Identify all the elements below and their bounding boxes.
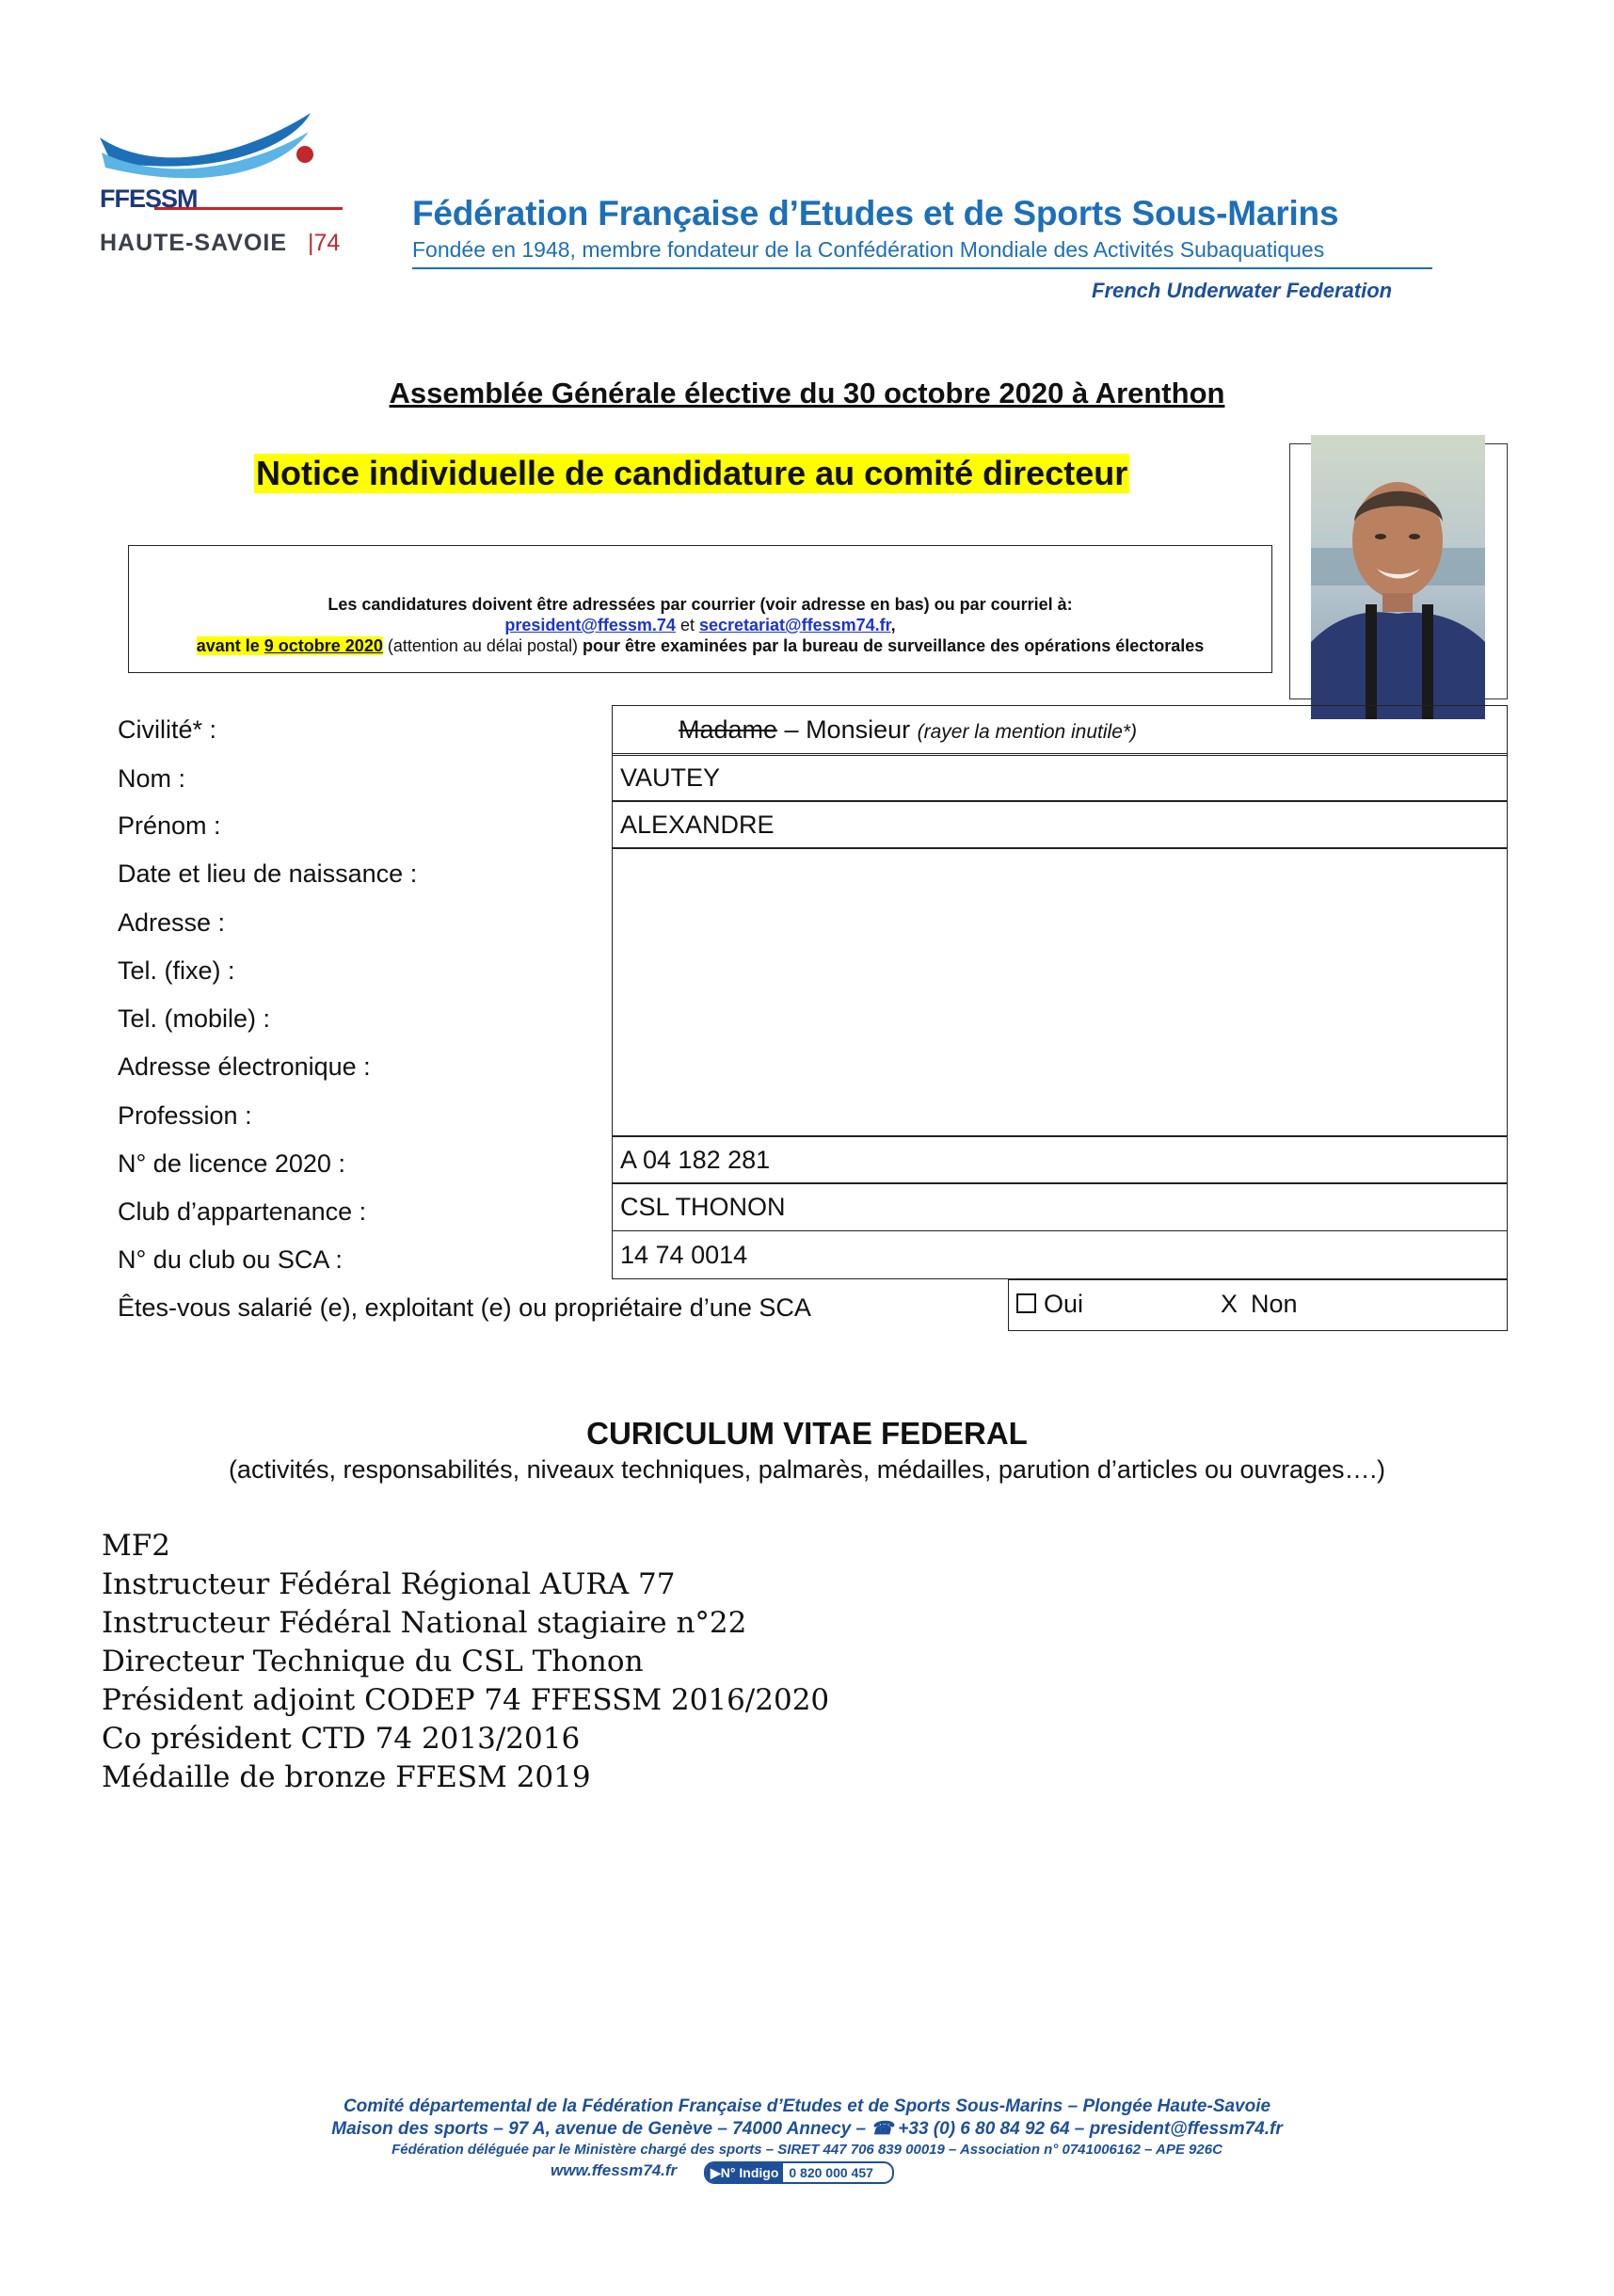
civility-madame: Madame [679,715,778,744]
notice-emails [129,616,1271,635]
cv-item: Président adjoint CODEP 74 FFESSM 2016/2020 [102,1683,830,1717]
non-label: Non [1251,1290,1298,1318]
oui-label: Oui [1044,1290,1084,1318]
logo-region: HAUTE-SAVOIE [100,230,288,256]
footer-address: Maison des sports – 97 A, avenue de Genève – 74000 Annecy – ☎ +33 (0) 6 80 84 92 64 – president@ffessm74.fr [331,2119,1283,2139]
cv-subtitle: (activités, responsabilités, niveaux techniques, palmarès, médailles, parution d’articles ou ouvrages….) [228,1455,1386,1484]
footer-committee: Comité départemental de la Fédération Française d’Etudes et de Sports Sous-Marins – Plongée Haute-Savoie [343,2096,1271,2116]
candidate-photo [1311,435,1485,719]
secretariat-email-link[interactable]: secretariat@ffessm74.fr [698,616,891,634]
cv-title: CURICULUM VITAE FEDERAL [586,1416,1028,1451]
prenom-field[interactable]: ALEXANDRE [612,800,1508,849]
federation-title: Fédération Française d’Etudes et de Sports Sous-Marins [412,194,1339,233]
notice-instructions: Les candidatures doivent être adressées par courrier (voir adresse en bas) ou par courriel à: [328,595,1073,614]
deadline-suffix: pour être examinées par la bureau de surveillance des opérations électorales [582,636,1205,655]
tel-mobile-label: Tel. (mobile) : [118,1004,271,1033]
indigo-tag: ▶ N° Indigo [706,2163,783,2182]
indigo-tag-text: N° Indigo [720,2165,779,2180]
cv-item: MF2 [102,1529,170,1563]
logo-region-number: |74 [308,230,341,256]
assembly-title: Assemblée Générale élective du 30 octobre 2020 à Arenthon [389,377,1225,409]
logo-number: 74 [313,230,341,256]
federation-english-name: French Underwater Federation [1092,279,1393,302]
non-mark[interactable]: X [1221,1290,1238,1318]
birth-label: Date et lieu de naissance : [118,859,418,888]
licence-label: N° de licence 2020 : [118,1149,345,1178]
civility-label: Civilité* : [118,715,217,744]
logo-wordmark: FFESSM [100,185,198,213]
club-number-label: N° du club ou SCA : [118,1245,343,1274]
prenom-label: Prénom : [118,811,221,840]
logo-wave [100,113,311,167]
notice-and: et [675,616,699,634]
footer-website[interactable]: www.ffessm74.fr [551,2161,678,2179]
sca-answer-field[interactable] [1008,1279,1508,1331]
notice-comma: , [890,616,896,634]
club-field[interactable]: CSL THONON [612,1182,1508,1231]
cv-item: Médaille de bronze FFESM 2019 [102,1760,591,1794]
cv-item: Instructeur Fédéral National stagiaire n°22 [102,1606,747,1640]
cv-item: Directeur Technique du CSL Thonon [102,1645,644,1678]
tel-fixe-label: Tel. (fixe) : [118,956,235,985]
federation-subtitle: Fondée en 1948, membre fondateur de la Confédération Mondiale des Activités Subaquatiques [412,237,1325,262]
deadline-note: (attention au délai postal) [382,636,583,655]
cv-list [102,1527,829,1797]
profession-label: Profession : [118,1101,252,1130]
cv-item: Co président CTD 74 2013/2016 [102,1722,581,1756]
deadline-date: 9 octobre 2020 [264,636,383,655]
email-label: Adresse électronique : [118,1052,371,1081]
nom-label: Nom : [118,764,186,793]
licence-field[interactable]: A 04 182 281 [612,1135,1508,1184]
deadline-prefix: avant le [196,636,264,655]
indigo-number: 0 820 000 457 [789,2165,873,2180]
notice-title: Notice individuelle de candidature au comité directeur [256,454,1128,492]
oui-checkbox[interactable] [1016,1293,1036,1313]
header-divider [412,267,1432,269]
civility-field[interactable] [612,705,1508,756]
indigo-number-badge [704,2161,894,2184]
address-label: Adresse : [118,908,226,937]
submission-notice-box [128,545,1272,673]
sca-question: Êtes-vous salarié (e), exploitant (e) ou propriétaire d’une SCA [118,1293,811,1322]
civility-monsieur: – Monsieur [777,715,918,744]
club-number-field[interactable]: 14 74 0014 [612,1230,1508,1279]
footer-legal: Fédération déléguée par le Ministère chargé des sports – SIRET 447 706 839 00019 – Association n° 0741006162 – APE 926C [392,2142,1222,2158]
nom-field[interactable]: VAUTEY [612,753,1508,802]
notice-deadline [129,636,1271,656]
cv-item: Instructeur Fédéral Régional AURA 77 [102,1567,676,1601]
president-email-link[interactable]: president@ffessm.74 [504,616,676,634]
civility-mention: (rayer la mention inutile*) [917,721,1138,743]
personal-details-field[interactable] [612,847,1508,1137]
logo-dot [296,146,313,163]
club-label: Club d’appartenance : [118,1197,367,1226]
